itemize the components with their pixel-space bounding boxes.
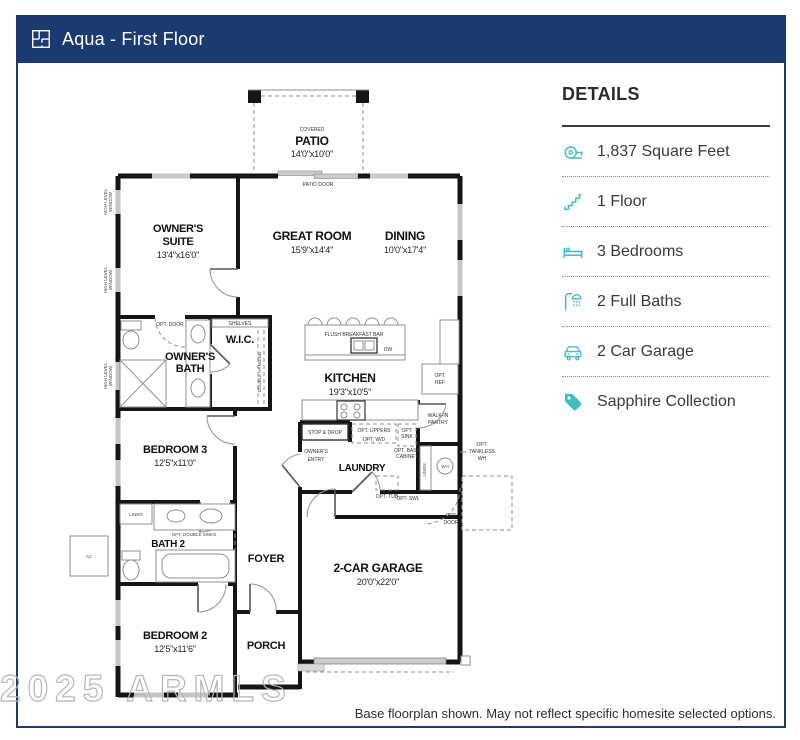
garage-value: 2 Car Garage: [597, 342, 694, 360]
floorplan-icon: [30, 28, 52, 50]
high-level-window-labels: [103, 188, 113, 389]
shower-icon: [562, 291, 584, 313]
owners-entry-label-1: OWNER'S: [304, 449, 328, 455]
opt-sink-label-1: OPT.: [401, 428, 413, 434]
tankless-label-3: WH: [477, 456, 487, 462]
patio-sub: COVERED: [299, 127, 325, 133]
floors-value: 1 Floor: [597, 192, 647, 210]
wic-label: W.I.C.: [225, 334, 255, 346]
garage-opt-door-label-1: OPT.: [445, 513, 457, 519]
porch-label: PORCH: [246, 640, 286, 652]
bath2-linen-label: LINEN: [129, 512, 143, 517]
floorplan-drawing: [60, 72, 540, 720]
bedroom3-dims: 12'5"x11'0": [154, 458, 196, 468]
opt-tub-label: OPT. TUB: [375, 494, 399, 500]
linen-label: LINEN: [422, 463, 427, 477]
bedroom3-label: BEDROOM 3: [143, 444, 207, 456]
bedroom2-label: BEDROOM 2: [143, 630, 207, 642]
garage-label: 2-CAR GARAGE: [333, 561, 423, 575]
garage-door: [298, 656, 470, 672]
dining-label: DINING: [384, 229, 426, 243]
garage-opt-door-label-2: DOOR: [443, 520, 459, 526]
detail-row-collection: [562, 377, 770, 426]
shelves-label: SHELVES: [228, 321, 252, 327]
great-room-dims: 15'9"x14'4": [290, 245, 334, 255]
detail-row-square-feet: [562, 127, 770, 177]
svg-text:HIGH LEVEL: HIGH LEVEL: [103, 188, 108, 216]
bedrooms-value: 3 Bedrooms: [597, 242, 684, 260]
stairs-icon: [562, 191, 584, 213]
detail-row-baths: [562, 277, 770, 327]
opt-uppers-label: OPT. UPPERS: [357, 428, 391, 434]
details-panel: [562, 84, 770, 426]
svg-text:HIGH LEVEL: HIGH LEVEL: [103, 362, 108, 390]
owners-bath-label-1: OWNER'S: [164, 351, 216, 363]
owners-bath-label-2: BATH: [175, 363, 205, 375]
pantry-label-1: WALK-IN: [427, 413, 449, 419]
details-heading: DETAILS: [562, 84, 640, 104]
owners-suite-label-1: OWNER'S: [152, 223, 204, 235]
bath2-label: BATH 2: [151, 539, 185, 550]
breakfast-bar-label: FLUSH BREAKFAST BAR: [324, 332, 384, 338]
opt-base-label-1: OPT. BASE: [394, 448, 420, 454]
patio-door-label: PATIO DOOR: [302, 182, 334, 188]
dw-label: DW: [383, 347, 393, 353]
kitchen-dims: 19'3"x10'5": [328, 387, 372, 397]
page-title: Aqua - First Floor: [62, 28, 205, 49]
patio-title: PATIO: [295, 134, 329, 148]
detail-row-garage: [562, 327, 770, 377]
bed-icon: [562, 241, 584, 263]
collection-value: Sapphire Collection: [597, 392, 736, 410]
detail-row-floors: [562, 177, 770, 227]
opt-double-sinks-label: OPT. DOUBLE SINKS: [171, 532, 217, 537]
svg-text:WINDOW: WINDOW: [108, 192, 113, 212]
stop-drop-label: STOP & DROP: [308, 430, 342, 436]
ac-pad-label: AC: [85, 554, 93, 559]
opt-wd-label: OPT. W/D: [362, 437, 386, 443]
owners-suite-label-2: SUITE: [162, 236, 194, 248]
pantry-label-2: PANTRY: [428, 420, 448, 426]
opt-base-label-2: CABINET: [396, 454, 418, 460]
covered-patio: [248, 90, 369, 188]
garage-dims: 20'0"x22'0": [356, 577, 400, 587]
laundry-label: LAUNDRY: [338, 463, 386, 474]
wh-label: WH: [441, 464, 449, 469]
tankless-label-2: TANKLESS: [469, 449, 495, 455]
opt-ref-label-2: REF: [435, 380, 445, 386]
tag-icon: [562, 391, 584, 413]
kitchen-label: KITCHEN: [324, 371, 376, 385]
header-bar: [16, 15, 786, 63]
patio-dims: 14'0"x10'0": [290, 149, 334, 159]
detail-row-bedrooms: [562, 227, 770, 277]
opt-sink-label-2: SINK: [401, 434, 413, 440]
car-icon: [562, 341, 584, 363]
baths-value: 2 Full Baths: [597, 292, 682, 310]
dining-dims: 10'0"x17'4": [383, 245, 427, 255]
tankless-label-1: OPT.: [476, 442, 488, 448]
foyer-label: FOYER: [247, 553, 285, 565]
tape-measure-icon: [562, 141, 584, 163]
opt-door-label: OPT. DOOR: [156, 322, 184, 328]
opt-swl-label: OPT. SWL: [396, 496, 420, 502]
great-room-label: GREAT ROOM: [272, 229, 352, 243]
disclaimer-text: Base floorplan shown. May not reflect specific homesite selected options.: [354, 706, 776, 721]
square-feet-value: 1,837 Square Feet: [597, 142, 730, 160]
owners-suite-dims: 13'4"x16'0": [156, 250, 200, 260]
svg-text:WINDOW: WINDOW: [108, 270, 113, 290]
owners-entry-label-2: ENTRY: [307, 457, 325, 463]
svg-text:HIGH LEVEL: HIGH LEVEL: [103, 266, 108, 294]
svg-text:WINDOW: WINDOW: [108, 366, 113, 386]
opt-ref-label-1: OPT.: [434, 373, 446, 379]
double-hanging-label: DOUBLE HANGING: [257, 351, 262, 393]
bedroom2-dims: 12'5"x11'6": [154, 644, 196, 654]
